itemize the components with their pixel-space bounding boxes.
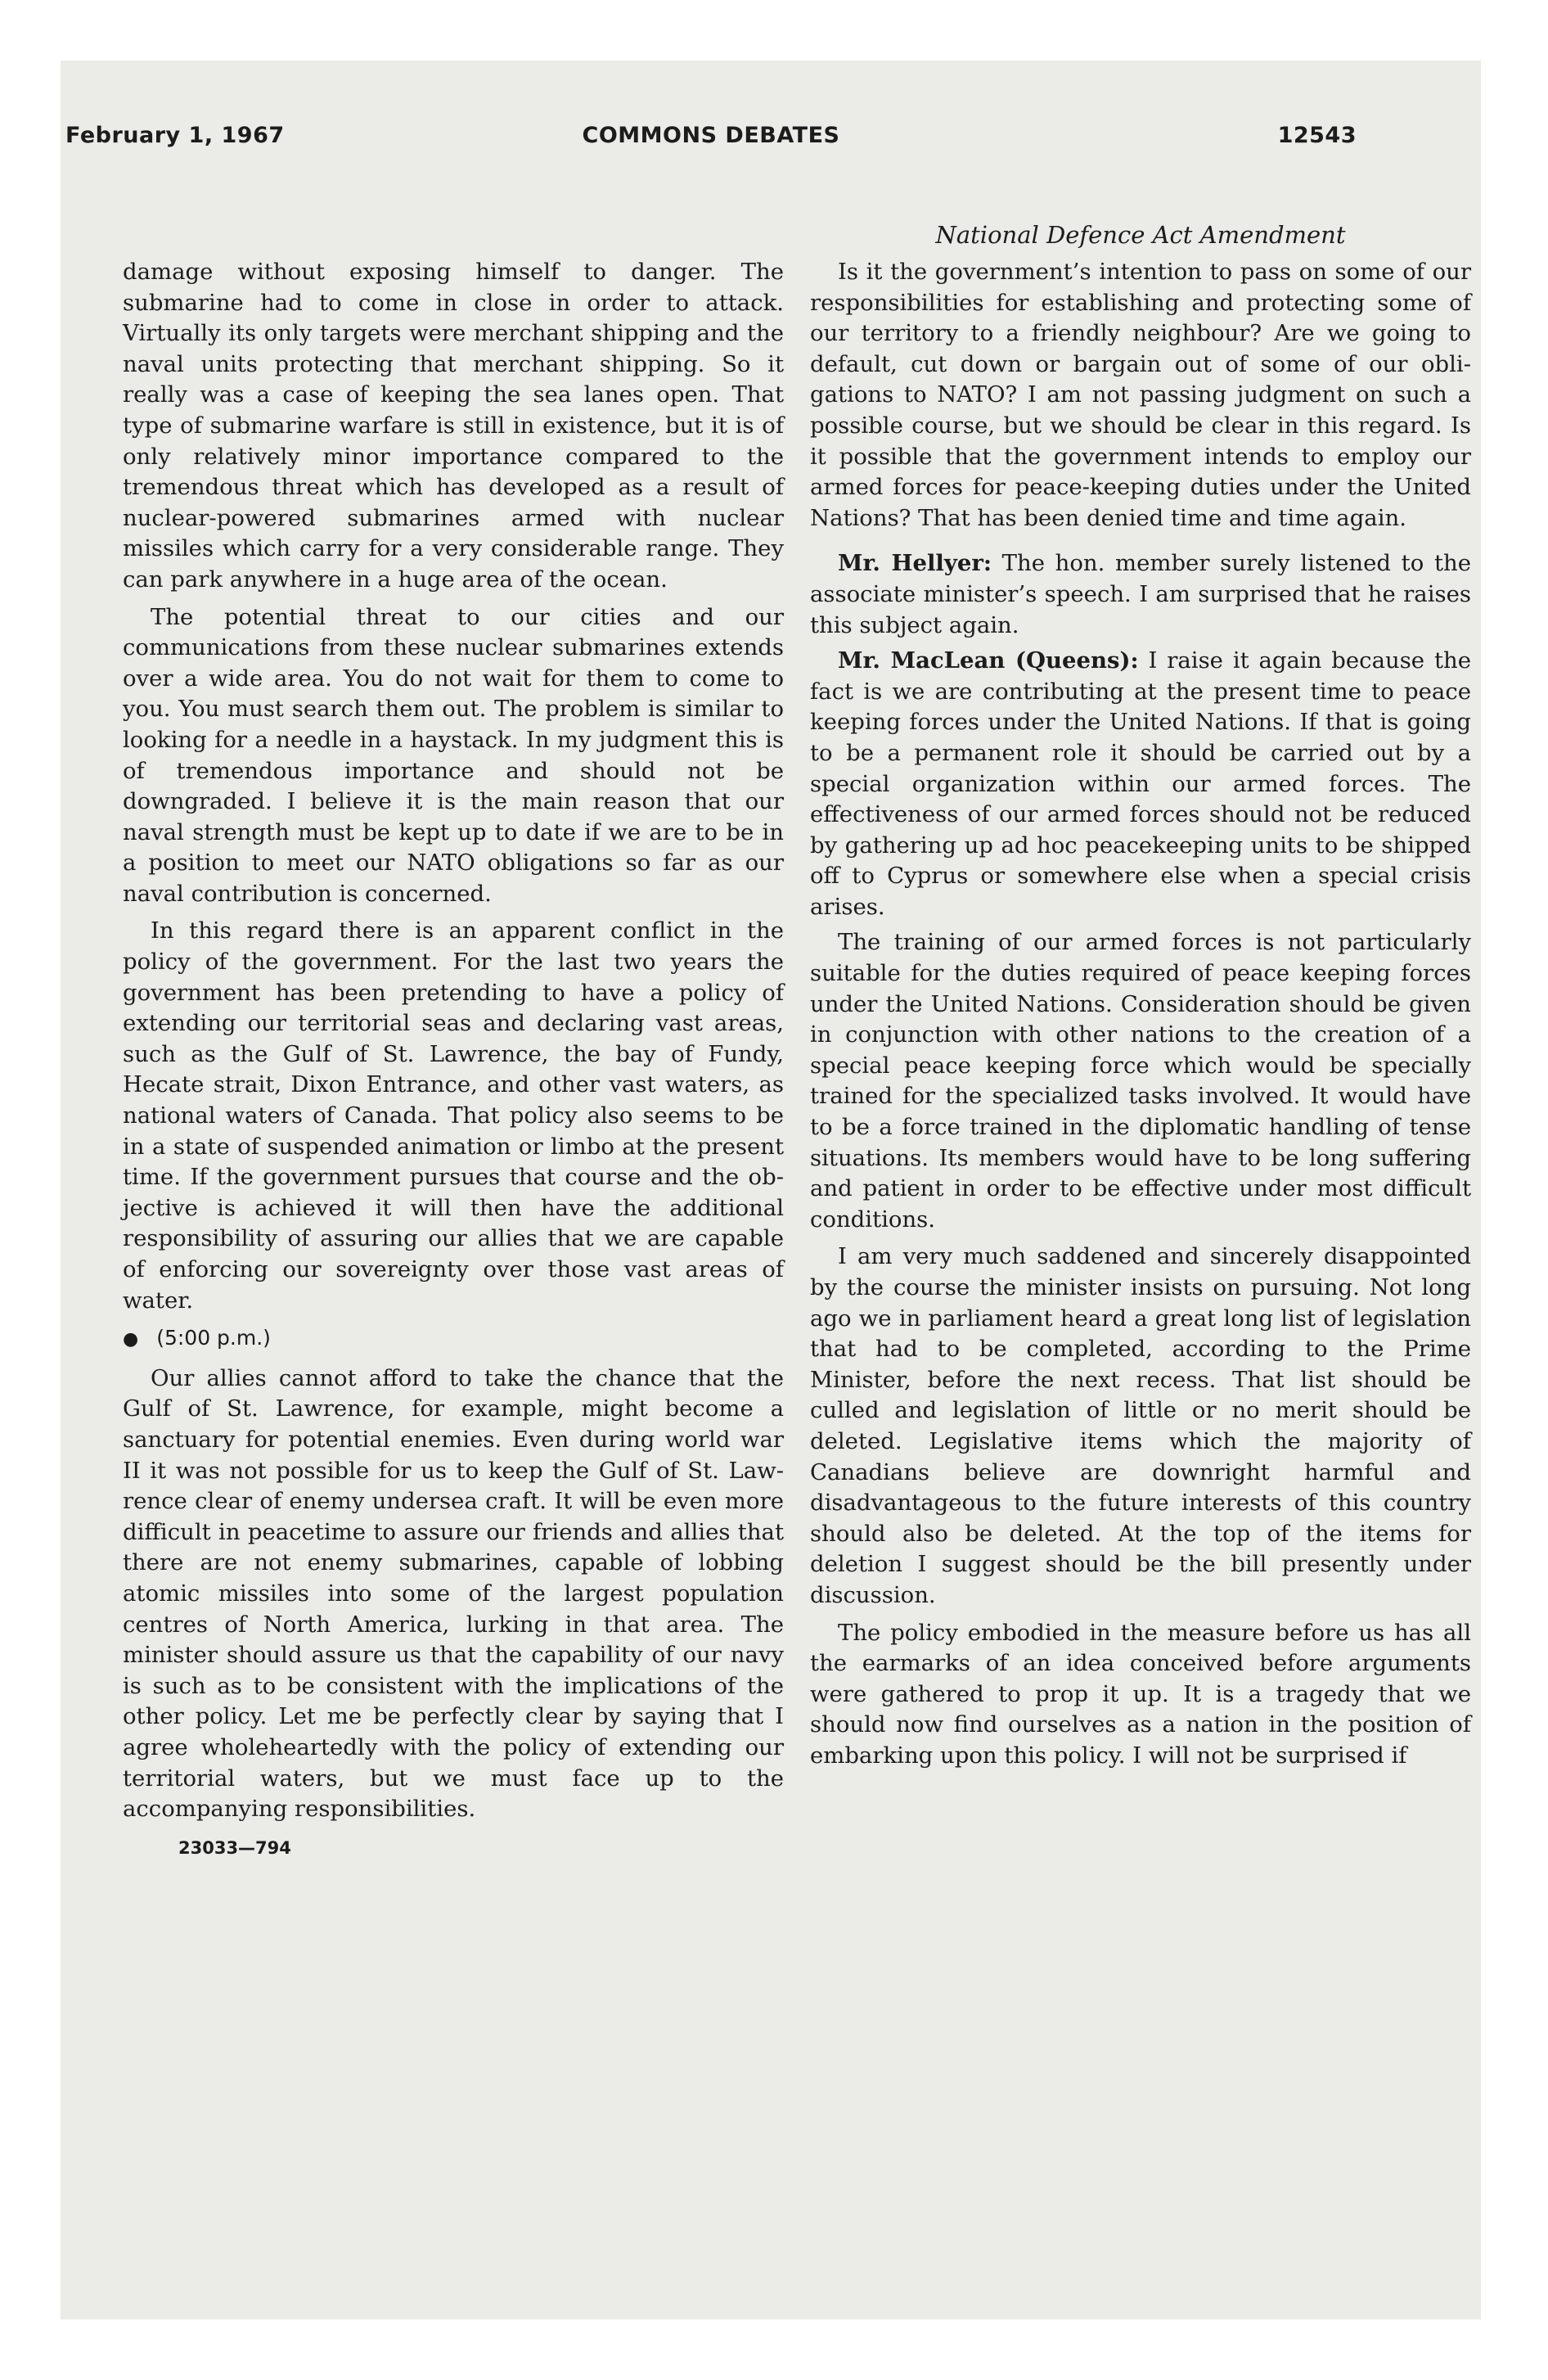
speech-maclean [810,646,1471,922]
paragraph: The training of our armed forces is not particularly suitable for the duties required of peace keeping forces under the United Nations. Consideration should be given in conjunction with other nations to the creation of a special peace keeping force which would be specially trained for the specialized tasks involved. It would have to be a force trained in the diplomatic handling of tense situations. Its members would have to be long suffering and patient in order to be effective under most difficult conditions. [810,929,1471,1233]
speaker-name: Mr. Hellyer: [838,550,992,577]
speech-text: The hon. member surely listened to the associate minister’s speech. I am surprised that he raises this subject again. [810,550,1471,638]
paragraph: Is it the government’s intention to pass on some of our responsibilities for establishing and protecting some of our territory to a friendly neighbour? Are we going to default, cut down or bargain out of some of our obligations to NATO? I am not passing judgment on such a possible course, but we should be clear in this regard. Is it possible that the government intends to employ our armed forces for peace-keeping duties under the United Nations? That has been denied time and time again. [810,259,1471,531]
paragraph: damage without exposing himself to danger. The submarine had to come in close in order to attack. Virtually its only targets were merchant shipping and the naval units protecting that merchant shipping. So it really was a case of keeping the sea lanes open. That type of submarine warfare is still in existence, but it is of only relatively minor importance compared to the tremendous threat which has developed as a result of nuclear-powered submarines armed with nuclear missiles which carry for a very considerable range. They can park anywhere in a huge area of the ocean. [123,259,784,593]
paragraph: I am very much saddened and sincerely disappointed by the course the minister insists on pursuing. Not long ago we in parliament heard a great long list of legislation that had to be completed, according to the Prime Minister, before the next recess. That list should be culled and legislation of little or no merit should be deleted. Legislative items which the majority of Canadians believe are downright harmful and disadvantageous to the future interests of this country should also be deleted. At the top of the items for deletion I suggest should be the bill presently under discussion. [810,1243,1471,1608]
page-number: 12543 [1277,123,1357,148]
paragraph: The policy embodied in the measure before us has all the earmarks of an idea conceived before arguments were gathered to prop it up. It is a tragedy that we should now find ourselves as a nation in the position of embarking upon this policy. I will not be surprised if [810,1619,1471,1769]
paragraph: In this regard there is an apparent conflict in the policy of the government. For the last two years the government has been pretending to have a policy of extending our territorial seas and declaring vast areas, such as the Gulf of St. Lawrence, the bay of Fundy, Hecate strait, Dixon Entrance, and other vast waters, as national waters of Canada. That policy also seems to be in a state of suspended animation or limbo at the present time. If the government pursues that course and the objective is achieved it will then have the additional responsibility of assuring our allies that we are capable of enforcing our sovereignty over those vast areas of water. [123,917,784,1314]
header-title: COMMONS DEBATES [582,123,840,148]
speech-hellyer [810,548,1471,641]
speaker-name: Mr. MacLean (Queens): [838,647,1139,674]
right-column [810,257,1471,1772]
paragraph: The potential threat to our cities and our communications from these nuclear submarines extends over a wide area. You do not wait for them to come to you. You must search them out. The problem is similar to looking for a needle in a haystack. In my judgment this is of tremendous importance and should not be downgraded. I believe it is the main reason that our naval strength must be kept up to date if we are to be in a position to meet our NATO obligations so far as our naval contribution is concerned. [123,603,784,907]
header-date: February 1, 1967 [65,123,285,148]
paragraph: Our allies cannot afford to take the chance that the Gulf of St. Lawrence, for example, might become a sanctuary for potential enemies. Even during world war II it was not possible for us to keep the Gulf of St. Lawrence clear of enemy undersea craft. It will be even more difficult in peacetime to assure our friends and allies that there are not enemy submarines, capable of lobbing atomic missiles into some of the largest population centres of North America, lurking in that area. The minister should assure us that the capability of our navy is such as to be consistent with the implications of the other policy. Let me be perfectly clear by saying that I agree wholeheartedly with the policy of extending our territorial waters, but we must face up to the accompanying responsibilities. [123,1364,784,1823]
timestamp [123,1323,784,1355]
page-header [65,123,1357,156]
running-head: National Defence Act Amendment [935,221,1346,249]
printer-code: 23033—794 [178,1837,291,1858]
timestamp-text: (5:00 p.m.) [156,1326,271,1350]
speech-text: I raise it again because the fact is we are contributing at the present time to peace keeping forces under the United Nations. If that is going to be a permanent role it should be carried out by a special organization within our armed forces. The effectiveness of our armed forces should not be reduced by gathering up ad hoc peacekeeping units to be shipped off to Cyprus or somewhere else when a special crisis arises. [810,647,1471,920]
left-column [123,257,784,1864]
bullet-icon: ● [123,1329,139,1350]
